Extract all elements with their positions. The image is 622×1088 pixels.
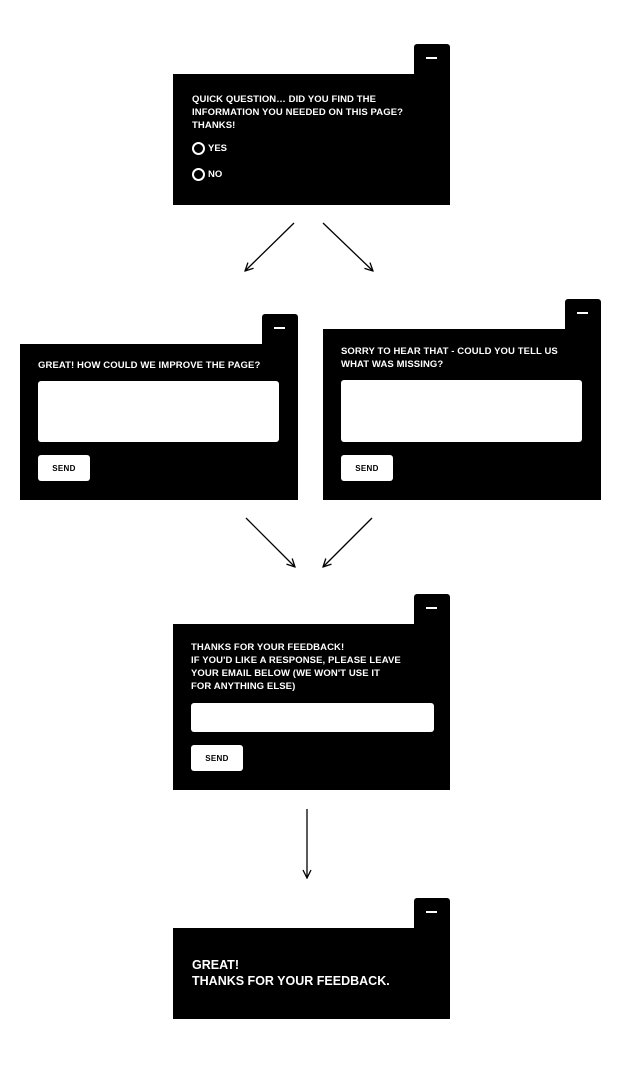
send-button[interactable]: SEND	[38, 455, 90, 481]
send-button[interactable]: SEND	[341, 455, 393, 481]
arrow-to-improve	[245, 223, 294, 271]
email-message: THANKS FOR YOUR FEEDBACK! IF YOU'D LIKE A RESPONSE, PLEASE LEAVE YOUR EMAIL BELOW (WE WON'T USE IT FOR ANYTHING ELSE)	[191, 642, 401, 692]
option-yes-label: YES	[208, 143, 228, 154]
option-no-label: NO	[208, 169, 223, 180]
improve-prompt: GREAT! HOW COULD WE IMPROVE THE PAGE?	[38, 360, 261, 371]
send-button[interactable]: SEND	[191, 745, 243, 771]
arrow-missing-to-email	[323, 518, 372, 567]
question-text: QUICK QUESTION… DID YOU FIND THE INFORMATION YOU NEEDED ON THIS PAGE? THANKS!	[192, 94, 404, 131]
thanks-message: GREAT! THANKS FOR YOUR FEEDBACK.	[192, 958, 390, 988]
missing-prompt: SORRY TO HEAR THAT - COULD YOU TELL US WHAT WAS MISSING?	[341, 346, 558, 370]
arrow-improve-to-email	[246, 518, 295, 567]
arrow-to-missing	[323, 223, 373, 271]
